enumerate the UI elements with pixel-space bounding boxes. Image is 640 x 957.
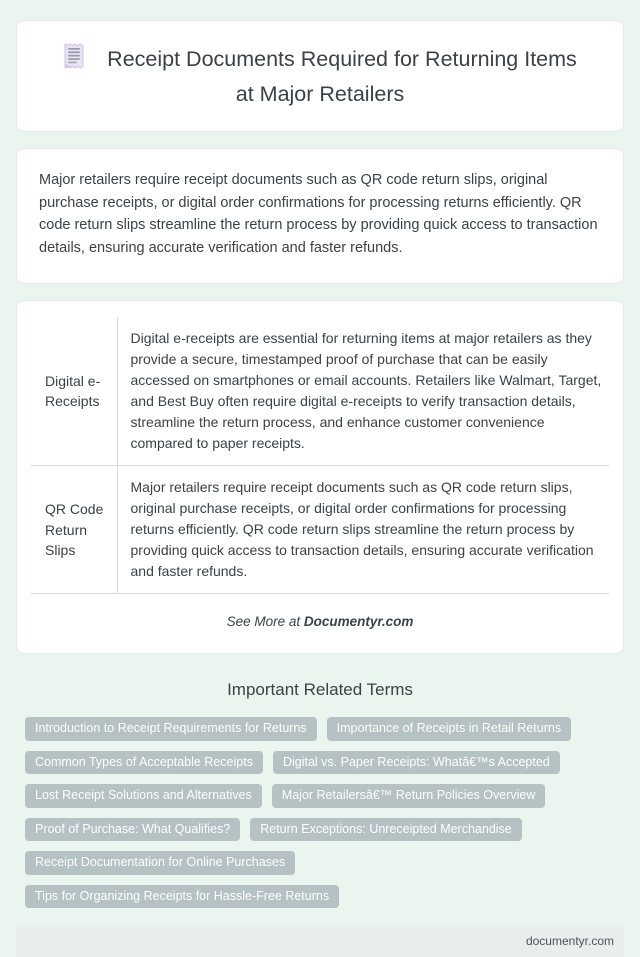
footer-bar — [16, 925, 624, 957]
title-card — [16, 20, 624, 132]
related-term-tag-8[interactable]: Return Exceptions: Unreceipted Merchandise — [250, 818, 522, 842]
related-terms-list — [16, 717, 624, 908]
related-terms-heading: Important Related Terms — [227, 680, 413, 700]
related-term-tag-9[interactable]: Receipt Documentation for Online Purchases — [25, 851, 295, 875]
see-more-line — [31, 614, 609, 629]
related-term-tag-5[interactable]: Lost Receipt Solutions and Alternatives — [25, 784, 262, 808]
related-term-tag-3[interactable]: Common Types of Acceptable Receipts — [25, 751, 263, 775]
related-term-tag-10[interactable]: Tips for Organizing Receipts for Hassle-Free Returns — [25, 885, 339, 909]
table-row — [31, 466, 609, 594]
definitions-table — [31, 317, 609, 594]
intro-paragraph: Major retailers require receipt documents such as QR code return slips, original purchase receipts, or digital order confirmations for processing returns efficiently. QR code return slips streamline the return process by providing quick access to transaction details, ensuring accurate verification and faster refunds. — [39, 172, 598, 256]
table-row — [31, 317, 609, 466]
page-title-text: Receipt Documents Required for Returning Items at Major Retailers — [107, 47, 577, 107]
receipt-icon — [63, 42, 85, 79]
related-term-tag-6[interactable]: Major Retailersâ€™ Return Policies Overview — [272, 784, 546, 808]
see-more-prefix: See More at — [226, 614, 304, 630]
related-term-tag-2[interactable]: Importance of Receipts in Retail Returns — [327, 717, 571, 741]
term-cell: Digital e-Receipts — [31, 317, 117, 466]
term-cell: QR Code Return Slips — [31, 466, 117, 594]
description-cell: Digital e-receipts are essential for returning items at major retailers as they provide a secure, timestamped proof of purchase that can be easily accessed on smartphones or email accounts. Retailers like Walmart, Target, and Best Buy often require digital e-receipts to verify transaction details, streamline the return process, and enhance customer convenience compared to paper receipts. — [117, 317, 609, 466]
description-cell: Major retailers require receipt documents such as QR code return slips, original purchase receipts, or digital order confirmations for processing returns efficiently. QR code return slips streamline the return process by providing quick access to transaction details, ensuring accurate verification and faster refunds. — [117, 466, 609, 594]
intro-card — [16, 148, 624, 284]
definitions-card — [16, 300, 624, 654]
related-term-tag-4[interactable]: Digital vs. Paper Receipts: Whatâ€™s Accepted — [273, 751, 560, 775]
related-term-tag-1[interactable]: Introduction to Receipt Requirements for Returns — [25, 717, 317, 741]
see-more-site-link[interactable]: Documentyr.com — [303, 614, 414, 630]
footer-domain: documentyr.com — [525, 934, 614, 949]
page-title — [58, 42, 582, 110]
related-term-tag-7[interactable]: Proof of Purchase: What Qualifies? — [25, 818, 240, 842]
